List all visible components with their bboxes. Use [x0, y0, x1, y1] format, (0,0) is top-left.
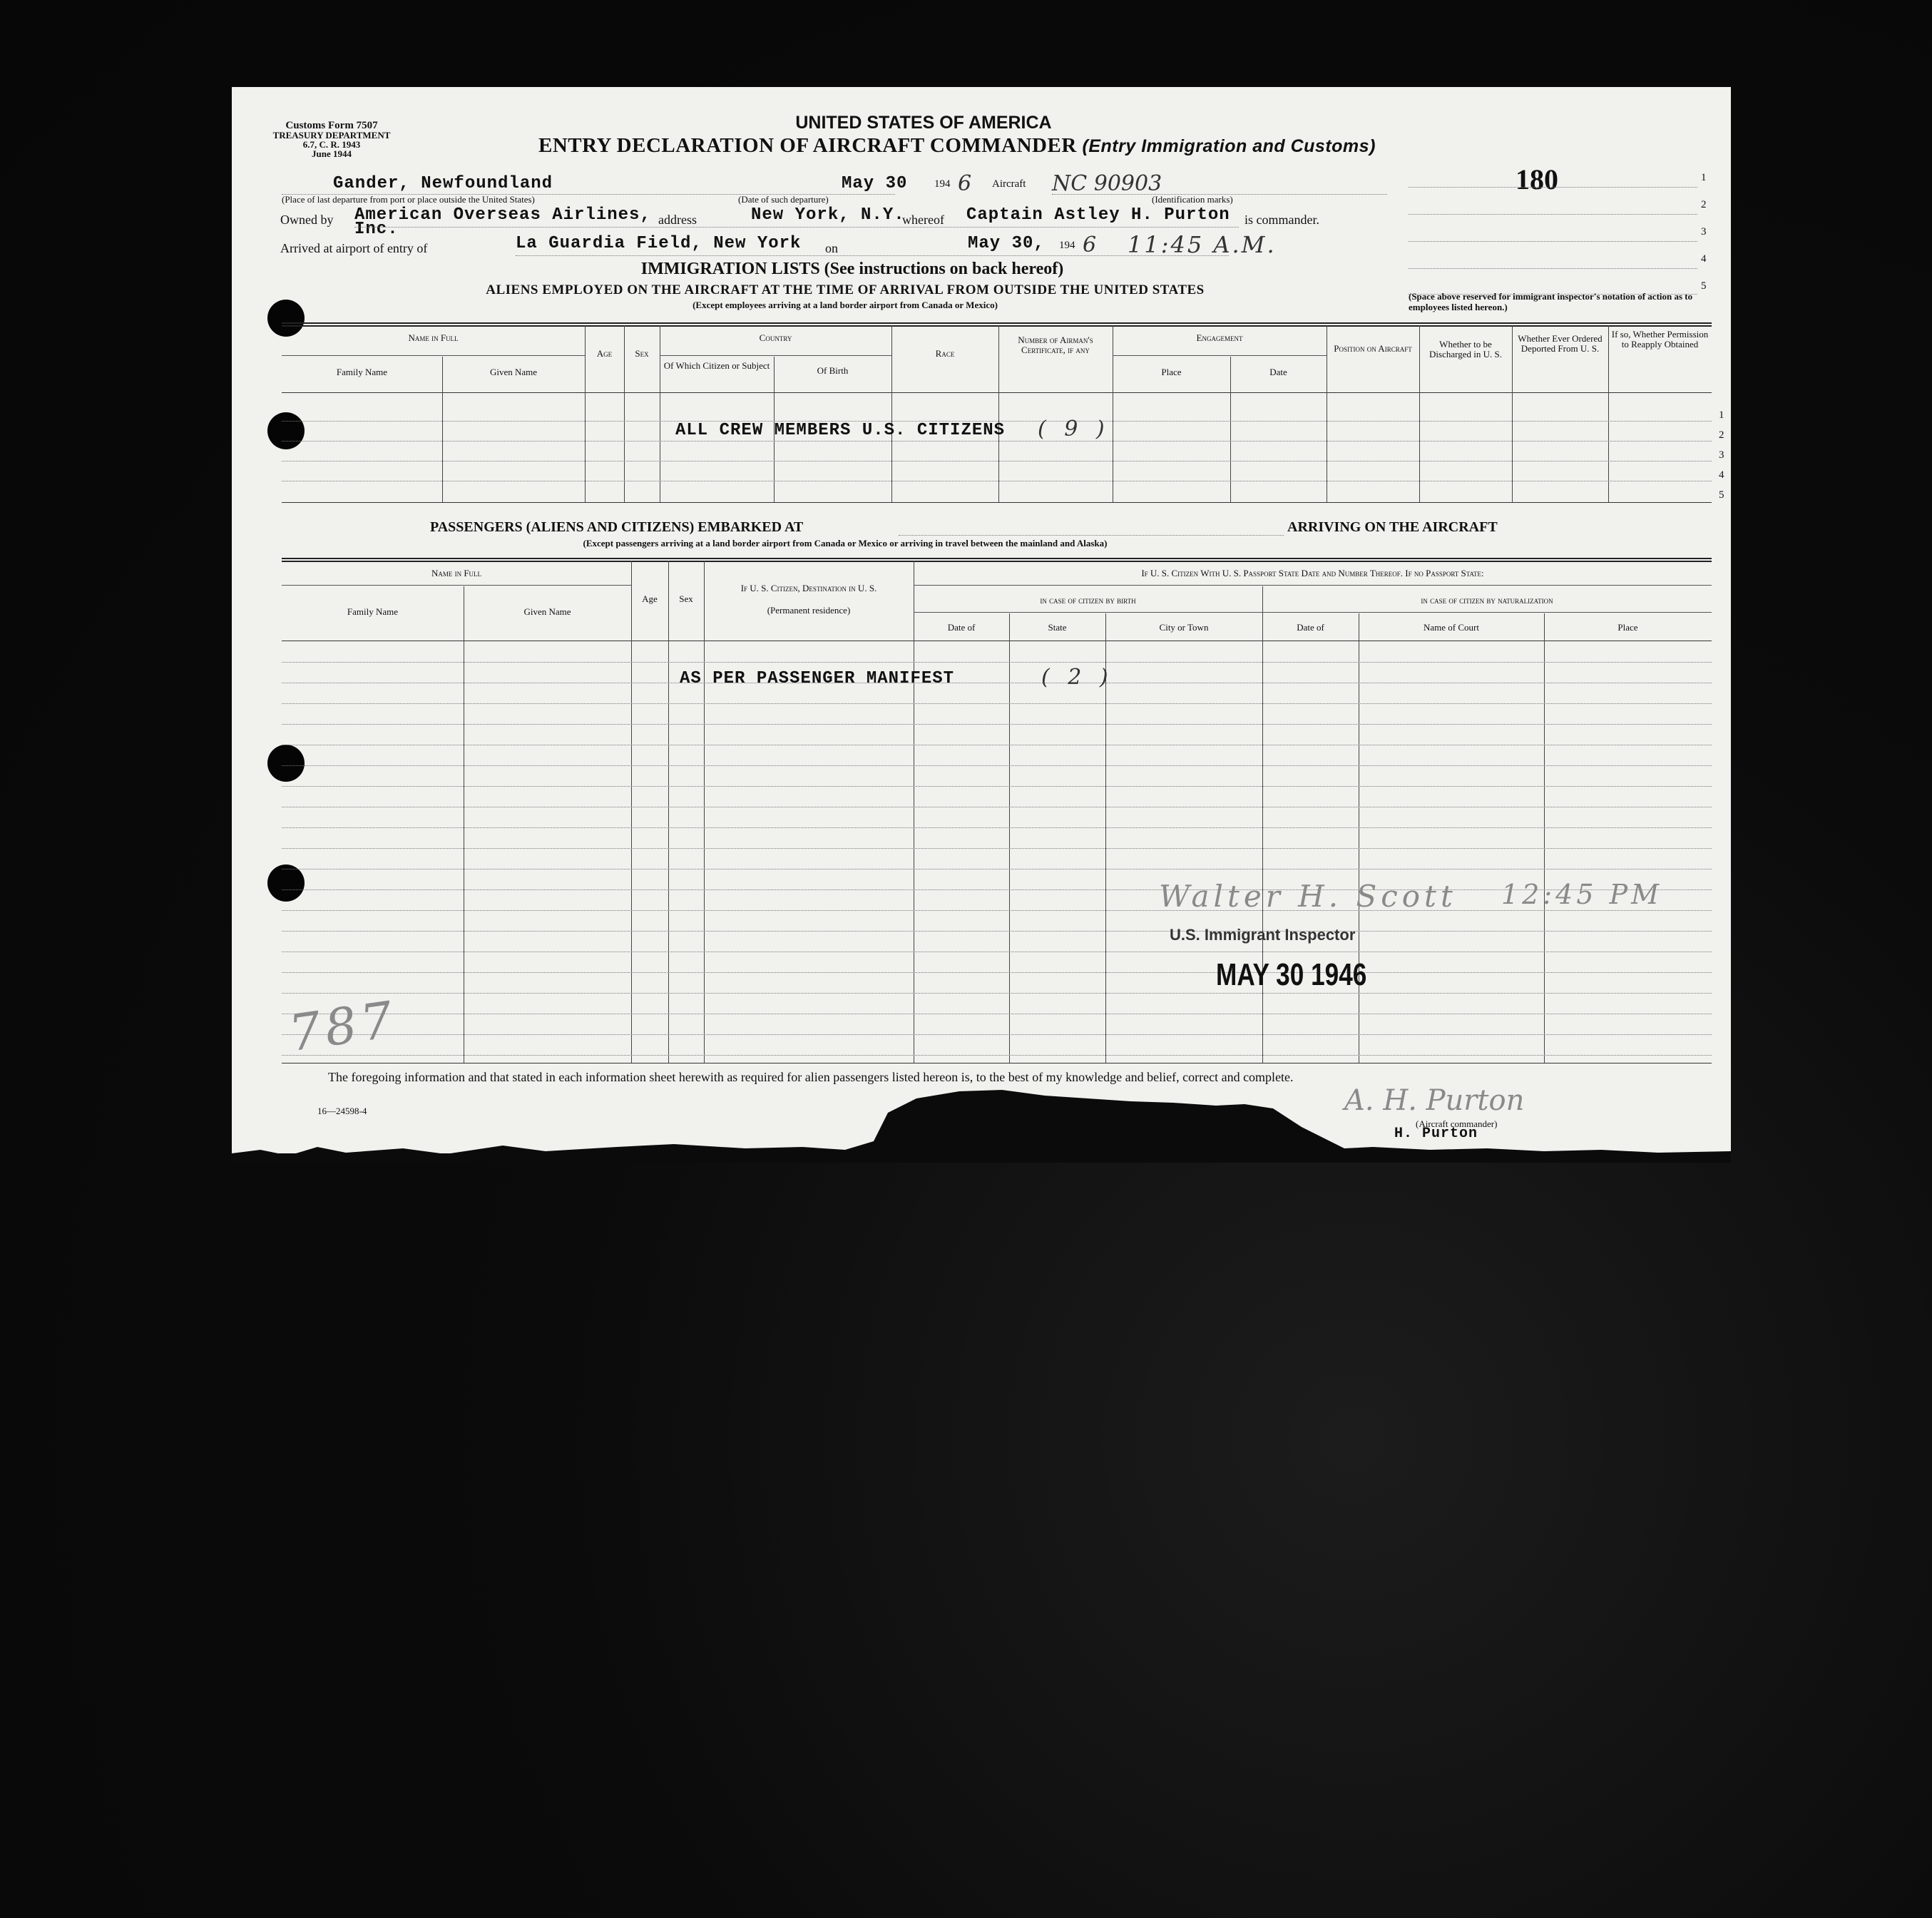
form-date: June 1944	[312, 148, 352, 159]
punch-hole	[267, 864, 305, 902]
departure-place-caption: (Place of last departure from port or place outside the United States)	[282, 194, 535, 205]
side-line	[1409, 187, 1697, 188]
table-rule	[282, 561, 1712, 562]
country-heading: UNITED STATES OF AMERICA	[795, 113, 1052, 133]
side-line	[1409, 214, 1697, 215]
table-rule	[282, 392, 1712, 393]
crew-count: ( 9 )	[1038, 417, 1110, 442]
group-rule	[282, 585, 631, 586]
inspector-title: U.S. Immigrant Inspector	[1170, 926, 1356, 944]
pcol-family-name: Family Name	[347, 606, 399, 617]
table-rule	[282, 325, 1712, 327]
arrival-on-label: on	[825, 241, 838, 255]
col-divider	[631, 561, 632, 1063]
pcol-by-birth: in case of citizen by birth	[1040, 595, 1136, 606]
form-id-block	[271, 121, 392, 158]
inspector-signature: Walter H. Scott	[1159, 879, 1457, 914]
form-title-main: ENTRY DECLARATION OF AIRCRAFT COMMANDER	[538, 134, 1077, 157]
passengers-title-right: ARRIVING ON THE AIRCRAFT	[1287, 519, 1498, 535]
commander-suffix: is commander.	[1244, 213, 1319, 227]
table-row	[282, 786, 1712, 787]
owner-name: American Overseas Airlines,	[354, 205, 651, 225]
table-row	[282, 931, 1712, 932]
margin-note: 787	[285, 989, 401, 1063]
pcol-date-of-2: Date of	[1297, 622, 1324, 633]
col-deported: Whether Ever Ordered Deported From U. S.	[1518, 333, 1603, 354]
address-label: address	[658, 213, 697, 227]
table-row	[282, 765, 1712, 766]
form-title	[538, 134, 1376, 158]
sheet-number: 180	[1516, 163, 1558, 195]
aircraft-id: NC 90903	[1052, 171, 1162, 196]
table-rule	[282, 558, 1712, 559]
regulation: 6.7, C. R. 1943	[302, 139, 361, 150]
crew-entry: ALL CREW MEMBERS U.S. CITIZENS	[675, 421, 1006, 440]
arrival-year-prefix: 194	[1059, 240, 1075, 251]
punch-hole	[267, 412, 305, 449]
col-sex: Sex	[635, 348, 649, 359]
pcol-sex: Sex	[679, 593, 693, 604]
commander-caption: (Aircraft commander)	[1416, 1118, 1498, 1129]
fill-line	[899, 535, 1284, 536]
side-number: 5	[1701, 280, 1707, 292]
table-row	[282, 993, 1712, 994]
pcol-by-naturalization: in case of citizen by naturalization	[1421, 595, 1553, 606]
side-number: 1	[1701, 172, 1707, 183]
certification-text: The foregoing information and that stated in each information sheet herewith as required for alien passengers listed hereon is, to the best of my knowledge and belief, correct and complete.	[328, 1070, 1294, 1084]
col-age: Age	[596, 348, 613, 359]
col-engagement: Engagement	[1196, 332, 1243, 343]
table-row	[282, 703, 1712, 704]
punch-hole	[267, 745, 305, 782]
row-number-column	[1719, 405, 1724, 505]
commander-name: Captain Astley H. Purton	[966, 205, 1230, 225]
col-divider	[668, 561, 669, 1063]
col-position: Position on Aircraft	[1334, 343, 1412, 354]
side-number-column	[1701, 164, 1707, 300]
group-rule	[660, 355, 891, 356]
aliens-note: (Except employees arriving at a land border airport from Canada or Mexico)	[692, 300, 998, 310]
col-race: Race	[935, 348, 955, 359]
torn-edge	[232, 1070, 1731, 1163]
fill-line	[516, 255, 1229, 256]
print-code: 16—24598-4	[317, 1106, 367, 1116]
passengers-title-left: PASSENGERS (ALIENS AND CITIZENS) EMBARKED AT	[430, 519, 804, 535]
col-divider	[704, 561, 705, 1063]
form-id: Customs Form 7507	[285, 120, 378, 131]
side-line	[1409, 241, 1697, 242]
departure-date-caption: (Date of such departure)	[738, 194, 829, 205]
arrival-date: May 30,	[968, 234, 1045, 253]
pcol-place: Place	[1617, 622, 1638, 633]
table-rule	[282, 502, 1712, 503]
pcol-destination-sub: (Permanent residence)	[767, 605, 851, 616]
col-of-birth: Of Birth	[817, 365, 849, 376]
aliens-title: ALIENS EMPLOYED ON THE AIRCRAFT AT THE TIME OF ARRIVAL FROM OUTSIDE THE UNITED STATES	[486, 282, 1205, 297]
form-sheet	[232, 87, 1731, 1153]
col-divider	[1608, 325, 1609, 502]
side-line	[1409, 268, 1697, 269]
pcol-name-in-full: Name in Full	[431, 568, 482, 578]
col-permission: If so, Whether Permission to Reapply Obtained	[1611, 329, 1709, 350]
inspection-time: 12:45 PM	[1501, 879, 1663, 910]
col-place: Place	[1161, 367, 1182, 377]
passengers-note: (Except passengers arriving at a land border airport from Canada or Mexico or arriving in travel between the mainland and Alaska)	[583, 538, 1108, 549]
group-rule	[914, 585, 1712, 586]
form-title-sub: (Entry Immigration and Customs)	[1082, 136, 1376, 156]
pcol-date-of: Date of	[947, 622, 976, 633]
departure-date: May 30	[842, 174, 908, 193]
immigration-title: IMMIGRATION LISTS (See instructions on back hereof)	[640, 260, 1064, 278]
row-number: 4	[1719, 469, 1724, 481]
table-row	[282, 889, 1712, 890]
pcol-state: State	[1048, 622, 1067, 633]
col-country: Country	[759, 332, 792, 343]
passenger-entry: AS PER PASSENGER MANIFEST	[680, 669, 955, 688]
row-number: 5	[1719, 489, 1724, 501]
passenger-count: ( 2 )	[1041, 665, 1114, 690]
col-citizen-of: Of Which Citizen or Subject	[663, 360, 770, 371]
arrival-label: Arrived at airport of entry of	[280, 241, 428, 255]
commander-typed-name: H. Purton	[1394, 1126, 1478, 1142]
row-number: 1	[1719, 409, 1724, 421]
side-number: 4	[1701, 253, 1707, 265]
side-note: (Space above reserved for immigrant inspector's notation of action as to employees listed hereon.)	[1409, 291, 1693, 312]
group-rule	[1113, 355, 1327, 356]
commander-signature: A. H. Purton	[1344, 1084, 1525, 1117]
inspection-date-stamp: MAY 30 1946	[1216, 957, 1367, 992]
col-given-name: Given Name	[489, 367, 538, 377]
row-number: 2	[1719, 429, 1724, 441]
owner-address: New York, N.Y.	[751, 205, 905, 225]
aircraft-caption: (Identification marks)	[1152, 194, 1233, 205]
departure-place: Gander, Newfoundland	[333, 174, 553, 193]
pcol-city: City or Town	[1159, 622, 1209, 633]
col-date: Date	[1269, 367, 1287, 377]
table-row	[282, 972, 1712, 973]
side-number: 2	[1701, 199, 1707, 210]
pcol-given-name: Given Name	[523, 606, 571, 617]
table-row	[282, 724, 1712, 725]
punch-hole	[267, 300, 305, 337]
pcol-age: Age	[642, 593, 658, 604]
fill-line	[354, 227, 1239, 228]
arrival-time: 11:45 A.M.	[1128, 231, 1277, 258]
whereof-label: whereof	[902, 213, 944, 227]
group-rule	[914, 612, 1712, 613]
arrival-year-suffix: 6	[1083, 233, 1097, 257]
owner-name-cont: Inc.	[354, 220, 399, 239]
table-row	[282, 441, 1712, 442]
aircraft-label: Aircraft	[992, 178, 1026, 190]
pcol-passport: If U. S. Citizen With U. S. Passport State Date and Number Thereof. If no Passport State:	[1141, 568, 1484, 578]
table-row	[282, 827, 1712, 828]
table-row	[282, 910, 1712, 911]
departure-year-suffix: 6	[958, 171, 972, 196]
col-discharged: Whether to be Discharged in U. S.	[1429, 339, 1502, 359]
table-row	[282, 662, 1712, 663]
col-divider	[1009, 613, 1010, 1063]
side-number: 3	[1701, 226, 1707, 238]
table-row	[282, 1055, 1712, 1056]
col-name-in-full: Name in Full	[408, 332, 459, 343]
table-row	[282, 1034, 1712, 1035]
col-airman-cert: Number of Airman's Certificate, if any	[1018, 335, 1093, 355]
row-number: 3	[1719, 449, 1724, 461]
pcol-destination: If U. S. Citizen, Destination in U. S.	[740, 583, 877, 593]
col-family-name: Family Name	[336, 367, 388, 377]
table-rule	[282, 322, 1712, 324]
departure-year-prefix: 194	[934, 178, 951, 190]
arrival-airport: La Guardia Field, New York	[516, 234, 802, 253]
group-rule	[282, 355, 585, 356]
owned-by-label: Owned by	[280, 213, 334, 227]
department: TREASURY DEPARTMENT	[272, 130, 391, 141]
col-divider	[1544, 613, 1545, 1063]
table-row	[282, 848, 1712, 849]
pcol-court: Name of Court	[1424, 622, 1479, 633]
